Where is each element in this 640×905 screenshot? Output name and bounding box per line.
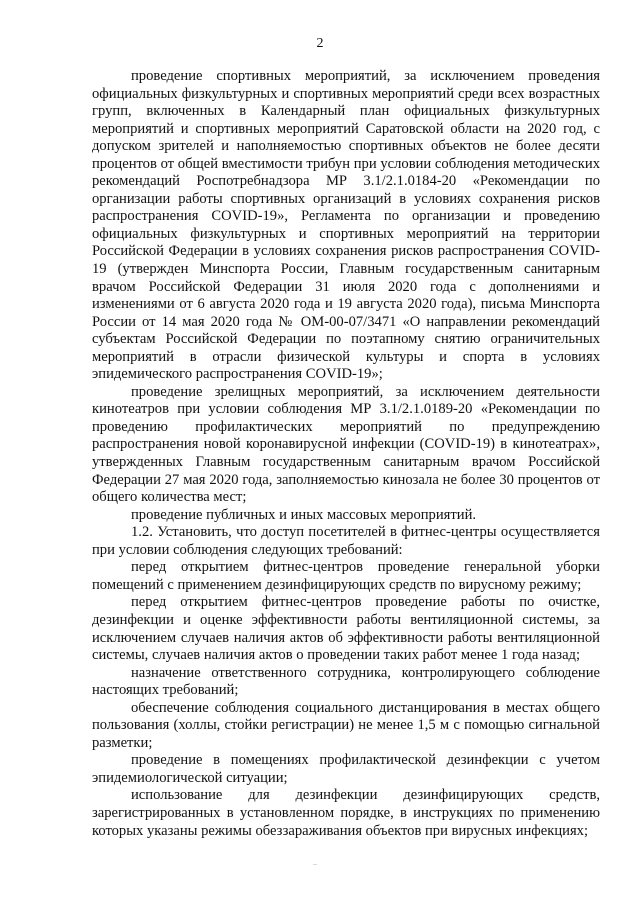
paragraph: проведение публичных и иных массовых мероприятий.	[131, 506, 477, 523]
document-body	[92, 68, 600, 840]
paragraph: проведение в помещениях профилактической дезинфекции с учетом эпидемиологической ситуации;	[92, 752, 600, 786]
paragraph: перед открытием фитнес-центров проведение генеральной уборки помещений с применением дезинфицирующих средств по вирусному режиму;	[92, 559, 600, 593]
scan-mark	[313, 864, 317, 865]
paragraph: обеспечение соблюдения социального дистанцирования в местах общего пользования (холлы, стойки регистрации) не менее 1,5 м с помощью сигнальной разметки;	[92, 699, 600, 751]
paragraph: перед открытием фитнес-центров проведение работы по очистке, дезинфекции и оценке эффективности работы вентиляционной системы, за исключением случаев наличия актов об эффективности работы вентиляционной системы, случаев наличия актов о проведении таких работ менее 1 года назад;	[92, 594, 600, 664]
paragraph: проведение зрелищных мероприятий, за исключением деятельности кинотеатров при условии соблюдения МР 3.1/2.1.0189-20 «Рекомендации по проведению профилактических мероприятий по предупреждению распространения новой коронавирусной инфекции (COVID-19) в кинотеатрах», утвержденных Главным государственным санитарным врачом Российской Федерации 27 мая 2020 года, заполняемостью кинозала не более 30 процентов от общего количества мест;	[92, 383, 600, 506]
paragraph: 1.2. Установить, что доступ посетителей в фитнес-центры осуществляется при условии соблюдения следующих требований:	[92, 524, 600, 558]
page-number: 2	[316, 36, 324, 51]
paragraph: использование для дезинфекции дезинфицирующих средств, зарегистрированных в установленном порядке, в инструкциях по применению которых указаны режимы обеззараживания объектов при вирусных инфекциях;	[92, 787, 600, 839]
paragraph: проведение спортивных мероприятий, за исключением проведения официальных физкультурных и спортивных мероприятий среди всех возрастных групп, включенных в Календарный план официальных физкультурных мероприятий и спортивных мероприятий Саратовской области на 2020 год, с допуском зрителей и наполняемостью спортивных объектов не более десяти процентов от общей вместимости трибун при условии соблюдения методических рекомендаций Роспотребнадзора МР 3.1/2.1.0184-20 «Рекомендации по организации работы спортивных организаций в условиях сохранения рисков распространения COVID-19», Регламента по организации и проведению официальных физкультурных и спортивных мероприятий на территории Российской Федерации в условиях сохранения рисков распространения COVID-19 (утвержден Минспорта России, Главным государственным санитарным врачом Российской Федерации 31 июля 2020 года с дополнениями и изменениями от 6 августа 2020 года и 19 августа 2020 года), письма Минспорта России от 14 мая 2020 года № ОМ-00-07/3471 «О направлении рекомендаций субъектам Российской Федерации по поэтапному снятию ограничительных мероприятий в отрасли физической культуры и спорта в условиях эпидемического распространения COVID-19»;	[92, 68, 600, 383]
paragraph: назначение ответственного сотрудника, контролирующего соблюдение настоящих требований;	[92, 664, 600, 699]
